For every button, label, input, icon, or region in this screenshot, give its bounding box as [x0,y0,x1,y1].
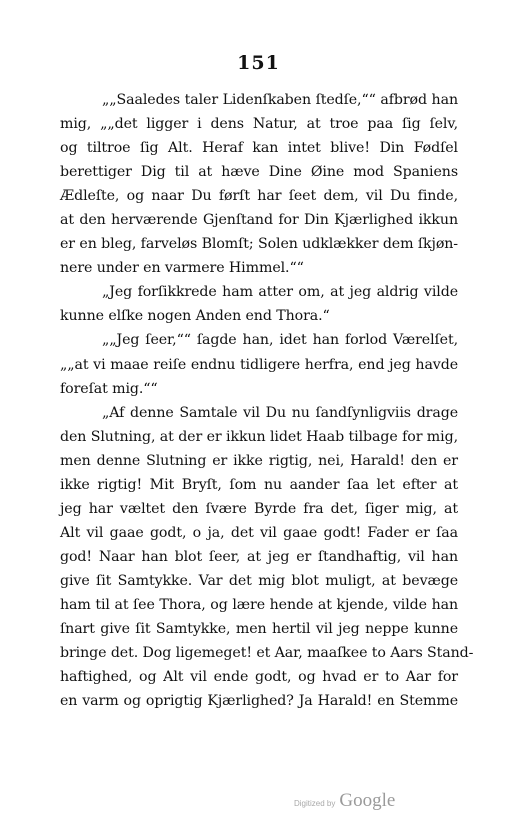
body-text [60,88,474,713]
text-line: men denne Slutning er ikke rigtig, nei, Harald! den er [60,452,458,469]
text-line: den Slutning, at der er ikkun lidet Haab tilbage for mig, [60,428,458,445]
text-line: foreſat mig.““ [60,380,158,397]
text-line: „„at vi maae reiſe endnu tidligere herfra, end jeg havde [60,356,458,373]
text-line: give ſit Samtykke. Var det mig blot muligt, at bevæge [60,572,458,589]
text-line: ikke rigtig! Mit Bryſt, ſom nu aander ſaa let efter at [60,476,458,493]
page-number: 151 [237,52,280,74]
text-line: „Jeg forſikkrede ham atter om, at jeg aldrig vilde [102,284,458,301]
text-line: Ædleſte, og naar Du førſt har ſeet dem, vil Du finde, [60,188,458,205]
text-line: „„Saaledes taler Lidenſkaben ſtedſe,““ afbrød han [102,92,458,108]
text-line: „„Jeg ſeer,““ ſagde han, idet han forlod Værelſet, [102,332,458,349]
text-line: Alt vil gaae godt, o ja, det vil gaae godt! Fader er ſaa [60,524,458,541]
text-line: berettiger Dig til at hæve Dine Øine mod Spaniens [60,164,458,181]
text-line: bringe det. Dog ligemeget! et Aar, maaſkee to Aars Stand- [60,645,474,662]
digitized-watermark [294,790,395,812]
text-line: ham til at ſee Thora, og lære hende at kjende, vilde han [60,596,458,613]
text-line: kunne elſke nogen Anden end Thora.“ [60,308,330,325]
text-line: mig, „„det ligger i dens Natur, at troe paa ſig ſelv, [60,116,458,133]
text-line: haftighed, og Alt vil ende godt, og hvad er to Aar for [60,669,458,686]
text-line: „Af denne Samtale vil Du nu ſandſynligviis drage [102,404,458,421]
text-line: er en bleg, farveløs Blomſt; Solen udklækker dem ſkjøn- [60,236,458,253]
text-line: og tiltroe ſig Alt. Heraf kan intet blive! Din Fødſel [60,140,458,157]
watermark-brand: Google [339,790,396,811]
text-line: god! Naar han blot ſeer, at jeg er ſtandhaftig, vil han [60,548,458,565]
text-line: ſnart give ſit Samtykke, men hertil vil jeg neppe kunne [60,621,458,638]
watermark-digitized-text: Digitized by [294,799,336,808]
text-line: at den herværende Gjenſtand for Din Kjærlighed ikkun [60,212,458,229]
text-line: nere under en varmere Himmel.““ [60,260,304,277]
text-line: en varm og oprigtig Kjærlighed? Ja Harald! en Stemme [60,693,458,710]
text-line: jeg har væltet den ſvære Byrde fra det, ſiger mig, at [60,500,458,517]
